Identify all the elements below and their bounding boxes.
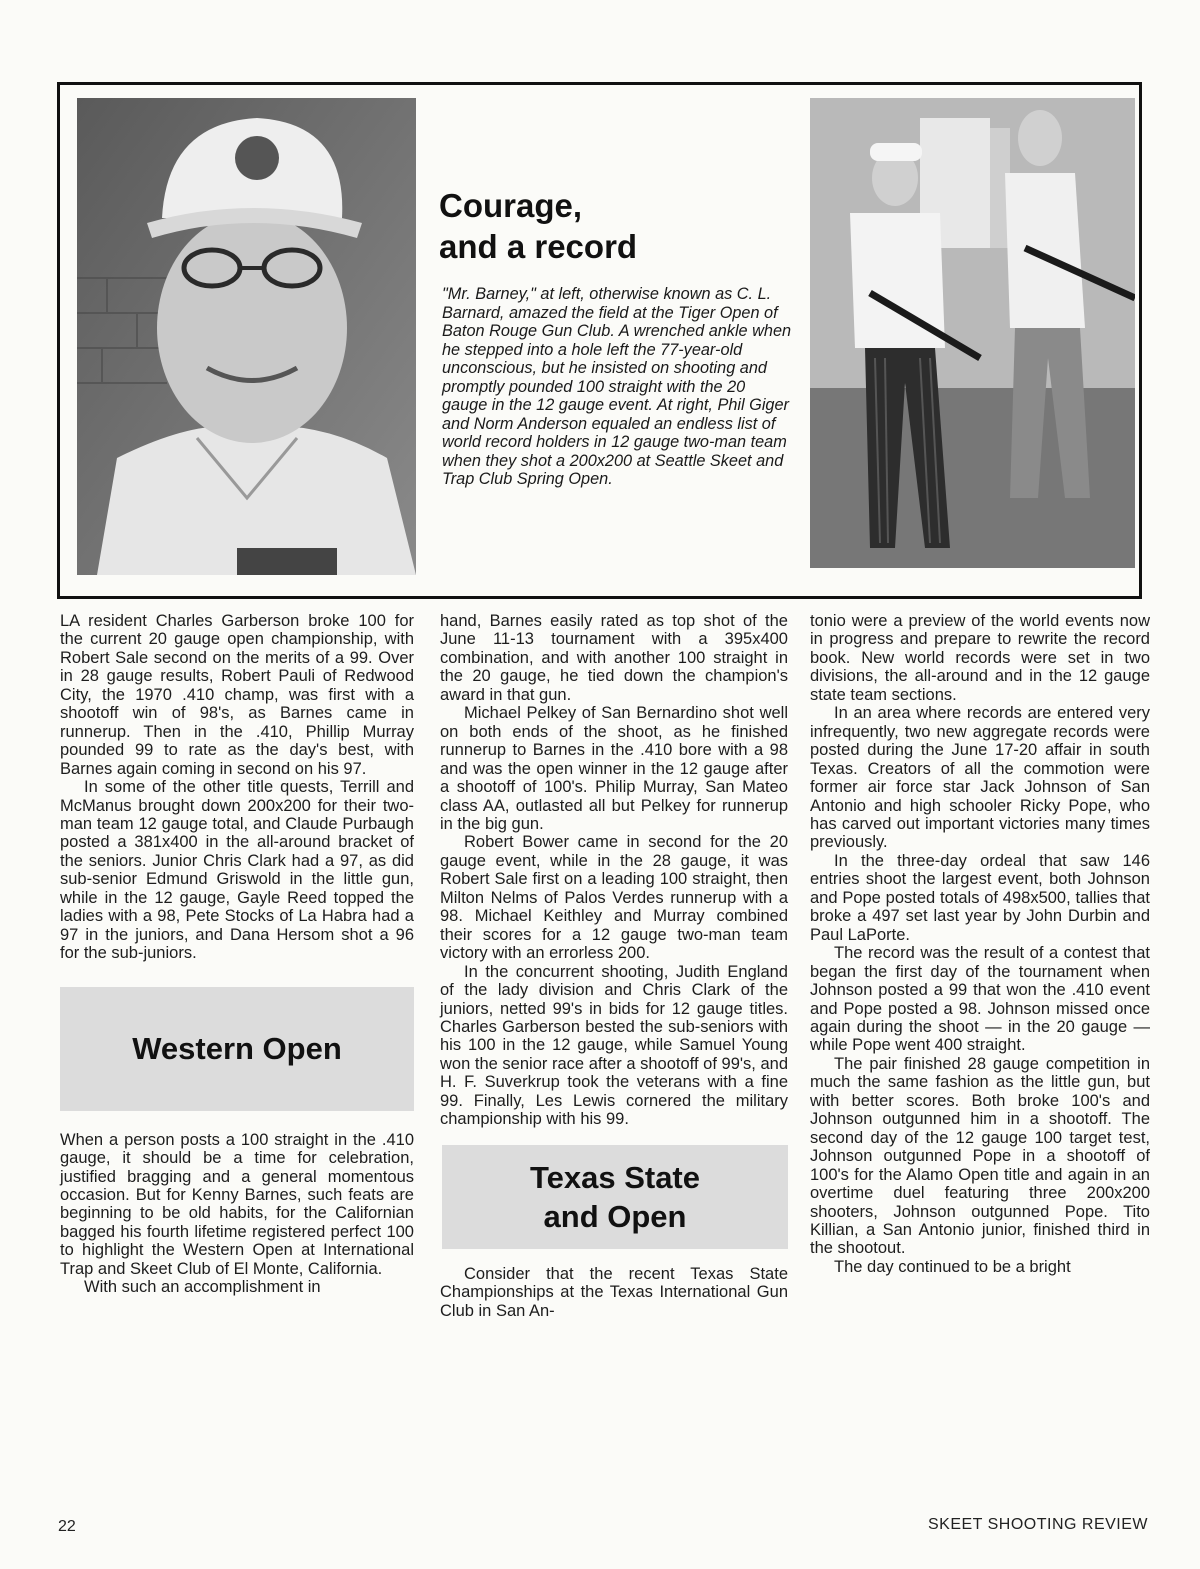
col2-paragraph-3: Robert Bower came in second for the 20 gauge event, while in the 28 gauge, it was Robert Sale first on a leading 100 straight, then Milton Nelms of Palos Verdes runnerup with a 98. Michael Keithley and Murray combined their scores for a 12 gauge two-man team victory with an errorless 200. [440, 833, 788, 963]
col2-paragraph-1: hand, Barnes easily rated as top shot of the June 11-13 tournament with a 395x400 combination, and with another 100 straight in the 20 gauge, he tied down the champion's award in that gun. [440, 612, 788, 704]
col3-paragraph-1: tonio were a preview of the world events now in progress and prepare to rewrite the record book. New world records were set in two divisions, the all-around and in the 12 gauge state team sections. [810, 612, 1150, 704]
feature-caption: "Mr. Barney," at left, otherwise known as C. L. Barnard, amazed the field at the Tiger Open of Baton Rouge Gun Club. A wrenched ankle when he stepped into a hole left the 77-year-old unconscious, but he insisted on shooting and promptly pounded 100 straight with the 20 gauge in the 12 gauge event. At right, Phil Giger and Norm Anderson equaled an endless list of world record holders in 12 gauge two-man team when they shot a 200x200 at Seattle Skeet and Trap Club Spring Open. [442, 285, 792, 488]
col2-paragraph-2: Michael Pelkey of San Bernardino shot well on both ends of the shoot, as he finished runnerup to Barnes in the .410 bore with a 98 and was the open winner in the 12 gauge after a shootoff of 100's. Philip Murray, San Mateo class AA, outlasted all but Pelkey for runnerup in the big gun. [440, 704, 788, 833]
page-number: 22 [58, 1518, 76, 1535]
two-shooters-image [810, 98, 1135, 568]
col3-paragraph-5: The pair finished 28 gauge competition in much the same fashion as the little gun, but with better scores. Both broke 100's and Johnson outgunned him in a shootoff. The second day of the 12 gauge 100 target test, Johnson outgunned Pope in a shootoff of 100's for the Alamo Open title and again in an overtime duel featuring three 200x200 shooters, Johnson outgunned Pope. Tito Killian, a San Antonio junior, finished third in the shootout. [810, 1054, 1150, 1258]
texas-heading-line-2: and Open [543, 1198, 687, 1234]
col2-paragraph-4: In the concurrent shooting, Judith England of the lady division and Chris Clark of the juniors, netted 99's in bids for 12 gauge titles. Charles Garberson bested the sub-seniors with his 100 in the 12 gauge, while Samuel Young won the senior race after a shootoff of 99's, and H. F. Suverkrup took the veterans with a fine 99. Finally, Les Lewis cornered the military championship with his 99. [440, 962, 788, 1129]
headline-line-1: Courage, [439, 187, 583, 224]
photo-giger-anderson [810, 98, 1135, 568]
col1-paragraph-1: LA resident Charles Garberson broke 100 for the current 20 gauge open championship, with Robert Sale second on the merits of a 99. Over in 28 gauge results, Robert Pauli of Redwood City, the 1970 .410 champ, was first with a shootoff win of 98's, as Barnes came in runnerup. Then in the .410, Phillip Murray pounded 99 to rate as the day's best, with Barnes again coming in second on his 97. [60, 612, 414, 778]
photo-mr-barney [77, 98, 416, 575]
col3-paragraph-3: In the three-day ordeal that saw 146 entries shoot the largest event, both Johnson and Pope posted totals of 498x500, tallies that broke a 497 set last year by John Durbin and Paul LaPorte. [810, 851, 1150, 944]
col1-paragraph-3: When a person posts a 100 straight in the .410 gauge, it should be a time for celebration, justified bragging and a general momentous occasion. But for Kenny Barnes, such feats are beginning to be old habits, for the Californian bagged his fourth lifetime registered perfect 100 to highlight the Western Open at International Trap and Skeet Club of El Monte, California. [60, 1130, 414, 1278]
feature-headline [439, 185, 779, 267]
feature-box [57, 82, 1142, 599]
col3-paragraph-2: In an area where records are entered very infrequently, two new aggregate records were posted during the June 17-20 affair in south Texas. Creators of all the commotion were former air force star Jack Johnson of San Antonio and high schooler Ricky Pope, who has carved out important victories many times previously. [810, 704, 1150, 852]
publication-name: SKEET SHOOTING REVIEW [927, 1516, 1148, 1533]
western-open-heading: Western Open [60, 987, 414, 1111]
col3-paragraph-4: The record was the result of a contest that began the first day of the tournament when Johnson posted a 99 that won the .410 event and Pope posted a 98. Johnson missed once again during the shoot — in the 20 gauge — while Pope went 400 straight. [810, 944, 1150, 1055]
texas-heading-line-1: Texas State [529, 1159, 700, 1195]
headline-line-2: and a record [439, 228, 638, 265]
column-2 [440, 612, 788, 1320]
col1-paragraph-4: With such an accomplishment in [84, 1278, 321, 1297]
texas-state-heading [442, 1145, 788, 1249]
column-3 [810, 612, 1150, 1276]
col2-paragraph-5: Consider that the recent Texas State Championships at the Texas International Gun Club in San An- [440, 1264, 788, 1320]
column-1 [60, 612, 414, 1297]
col1-paragraph-2: In some of the other title quests, Terrill and McManus brought down 200x200 for their two-man team 12 gauge total, and Claude Purbaugh posted a 381x400 in the all-around bracket of the seniors. Junior Chris Clark had a 97, as did sub-senior Edmund Griswold in the little gun, while in the 12 gauge, Gayle Reed topped the ladies with a 98, Pete Stocks of La Habra had a 97 in the juniors, and Dana Hersom shot a 96 for the sub-juniors. [60, 778, 414, 963]
col3-paragraph-6: The day continued to be a bright [834, 1257, 1071, 1276]
man-portrait-image [77, 98, 416, 575]
